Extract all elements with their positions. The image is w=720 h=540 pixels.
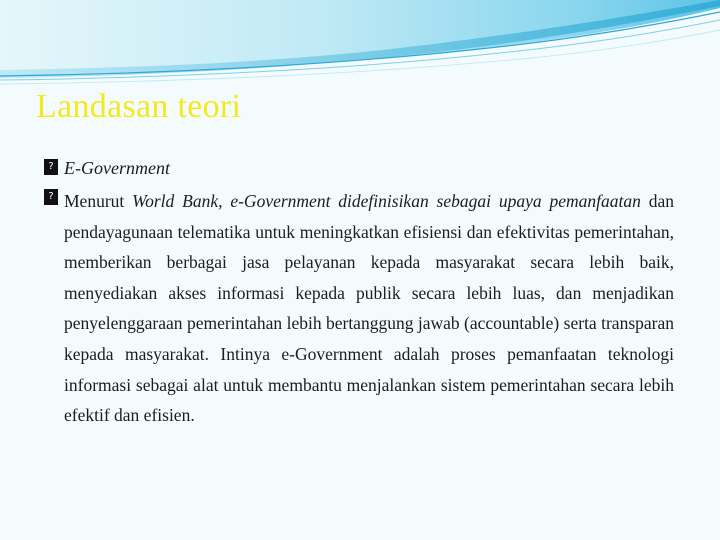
slide-title: Landasan teori [36,88,242,125]
missing-glyph-bullet-icon: ? [44,189,58,205]
slide-content [44,156,674,431]
paragraph-body: dan pendayagunaan telematika untuk meningkatkan efisiensi dan efektivitas pemerintahan, memberikan berbagai jasa pelayanan kepada masyarakat secara lebih baik, menyediakan akses informasi kepada publik secara lebih luas, dan menjadikan penyelenggaraan pemerintahan lebih bertanggung jawab (accountable) serta transparan kepada masyarakat. Intinya e-Government adalah proses pemanfaatan teknologi informasi sebagai alat untuk membantu menjalankan sistem pemerintahan secara lebih efektif dan efisien. [64,191,674,426]
definition-paragraph [64,186,674,431]
missing-glyph-bullet-icon: ? [44,159,58,175]
bullet-item-definition [44,186,674,431]
paragraph-italic-phrase: World Bank, e-Government didefinisikan sebagai upaya pemanfaatan [132,191,641,211]
header-wave-decoration [0,0,720,90]
bullet-heading: E-Government [64,158,170,178]
paragraph-intro: Menurut [64,191,133,211]
bullet-item-e-government [44,156,674,180]
